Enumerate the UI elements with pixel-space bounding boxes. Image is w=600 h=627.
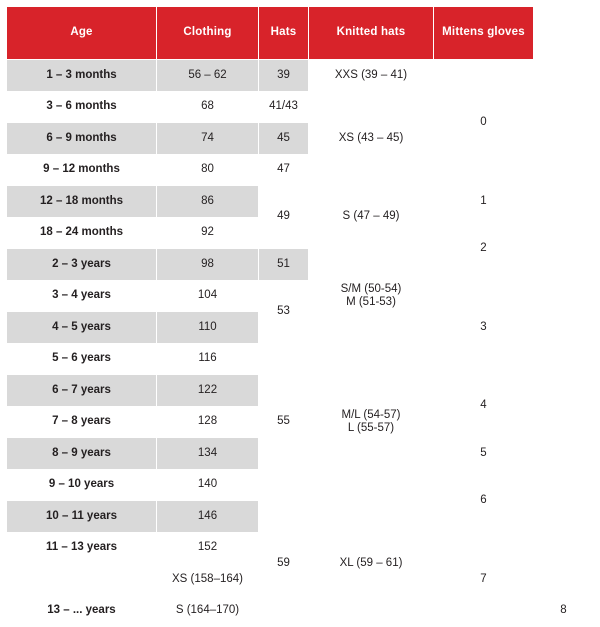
- cell-age: 2 – 3 years: [7, 249, 157, 281]
- cell-age: 8 – 9 years: [7, 438, 157, 470]
- cell-mittens-gloves: 0: [434, 60, 534, 186]
- knitted-hats-line-1: M/L (54-57): [341, 408, 401, 421]
- cell-hats: 51: [259, 249, 309, 281]
- column-header-hats: Hats: [259, 7, 309, 60]
- cell-age: [7, 564, 157, 596]
- cell-clothing: S (164–170): [157, 595, 259, 627]
- column-header-clothing: Clothing: [157, 7, 259, 60]
- cell-clothing: 68: [157, 91, 259, 123]
- table-header: [7, 7, 594, 60]
- cell-age: 5 – 6 years: [7, 343, 157, 375]
- column-header-knitted-hats: Knitted hats: [309, 7, 434, 60]
- cell-clothing: 56 – 62: [157, 60, 259, 92]
- cell-mittens-gloves: 3: [434, 280, 534, 375]
- cell-age: 13 – ... years: [7, 595, 157, 627]
- cell-age: 3 – 4 years: [7, 280, 157, 312]
- cell-age: 6 – 9 months: [7, 123, 157, 155]
- cell-clothing: XS (158–164): [157, 564, 259, 596]
- cell-knitted-hats: [309, 343, 434, 501]
- cell-age: 4 – 5 years: [7, 312, 157, 344]
- cell-age: 11 – 13 years: [7, 532, 157, 564]
- cell-hats: 47: [259, 154, 309, 186]
- cell-clothing: 74: [157, 123, 259, 155]
- cell-age: 9 – 10 years: [7, 469, 157, 501]
- cell-clothing: 98: [157, 249, 259, 281]
- cell-age: 7 – 8 years: [7, 406, 157, 438]
- knitted-hats-line-2: M (51-53): [346, 295, 396, 308]
- knitted-hats-line-1: S/M (50-54): [340, 282, 402, 295]
- cell-clothing: 116: [157, 343, 259, 375]
- cell-clothing: 86: [157, 186, 259, 218]
- cell-clothing: 104: [157, 280, 259, 312]
- cell-clothing: 80: [157, 154, 259, 186]
- cell-knitted-hats: [309, 249, 434, 344]
- column-header-mittens-gloves: Mittens gloves: [434, 7, 534, 60]
- cell-hats: 39: [259, 60, 309, 92]
- cell-hats: 49: [259, 186, 309, 249]
- cell-hats: 55: [259, 343, 309, 501]
- cell-clothing: 146: [157, 501, 259, 533]
- cell-age: 6 – 7 years: [7, 375, 157, 407]
- cell-clothing: 92: [157, 217, 259, 249]
- cell-mittens-gloves: 1: [434, 186, 534, 218]
- knitted-hats-line-2: L (55-57): [347, 421, 395, 434]
- cell-mittens-gloves: 2: [434, 217, 534, 280]
- table-row: [7, 60, 594, 92]
- cell-clothing: 152: [157, 532, 259, 564]
- cell-clothing: 110: [157, 312, 259, 344]
- table-row: [7, 186, 594, 218]
- column-header-age: Age: [7, 7, 157, 60]
- cell-mittens-gloves: 6: [434, 469, 534, 532]
- cell-age: 10 – 11 years: [7, 501, 157, 533]
- cell-hats: 53: [259, 280, 309, 343]
- cell-clothing: 122: [157, 375, 259, 407]
- cell-clothing: 140: [157, 469, 259, 501]
- cell-hats: 59: [259, 501, 309, 627]
- cell-knitted-hats: S (47 – 49): [309, 186, 434, 249]
- table-body: [7, 60, 594, 627]
- table-row: [7, 280, 594, 312]
- cell-mittens-gloves: 5: [434, 438, 534, 470]
- cell-age: 9 – 12 months: [7, 154, 157, 186]
- cell-age: 18 – 24 months: [7, 217, 157, 249]
- cell-mittens-gloves: 4: [434, 375, 534, 438]
- cell-age: 1 – 3 months: [7, 60, 157, 92]
- cell-mittens-gloves: 8: [534, 595, 594, 627]
- cell-age: 12 – 18 months: [7, 186, 157, 218]
- size-chart-table: [6, 6, 594, 627]
- cell-clothing: 128: [157, 406, 259, 438]
- cell-mittens-gloves: 7: [434, 532, 534, 627]
- cell-age: 3 – 6 months: [7, 91, 157, 123]
- header-row: [7, 7, 594, 60]
- cell-clothing: 134: [157, 438, 259, 470]
- cell-hats: 45: [259, 123, 309, 155]
- cell-knitted-hats: XS (43 – 45): [309, 91, 434, 186]
- cell-hats: 41/43: [259, 91, 309, 123]
- cell-knitted-hats: XL (59 – 61): [309, 501, 434, 627]
- cell-knitted-hats: XXS (39 – 41): [309, 60, 434, 92]
